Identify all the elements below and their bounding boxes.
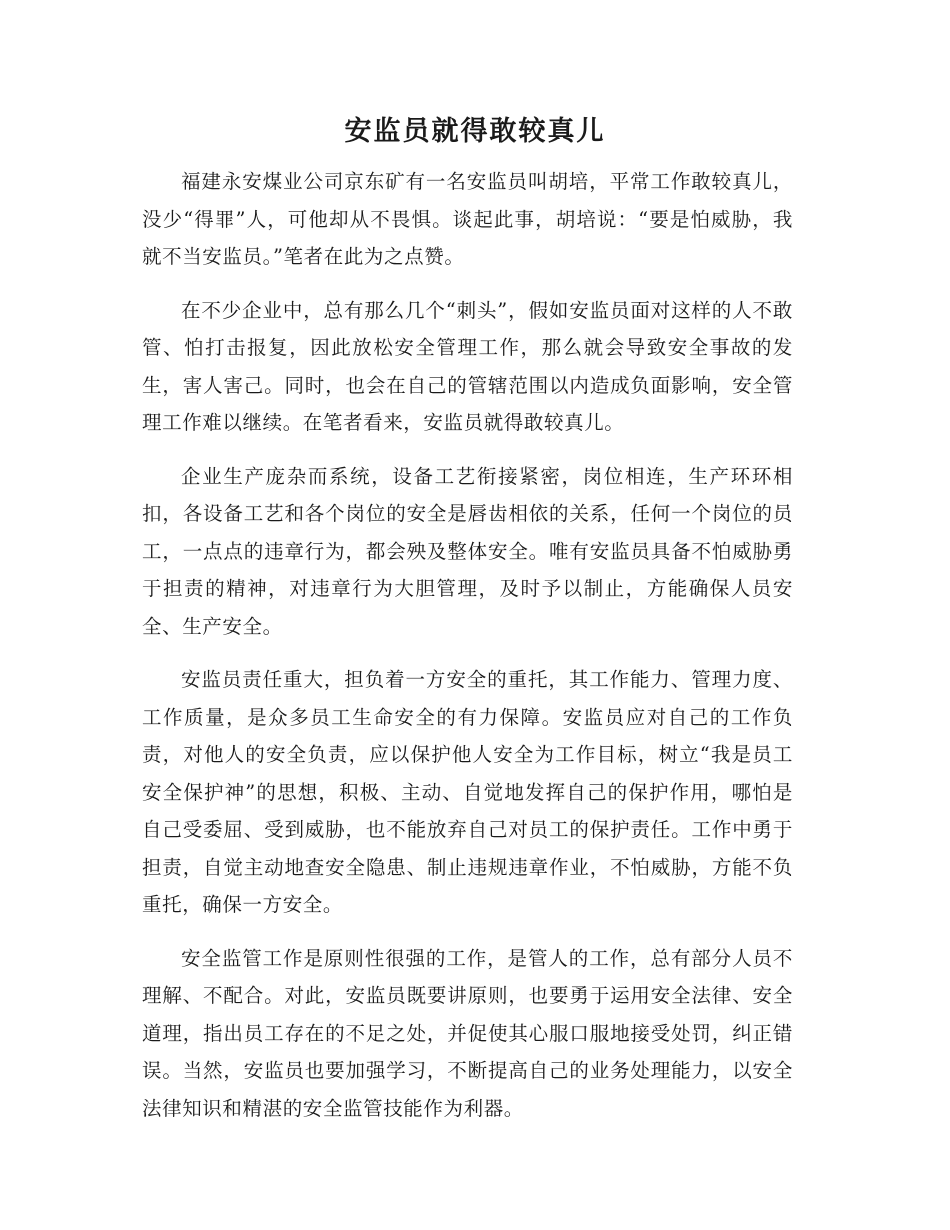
paragraph-4: 安监员责任重大，担负着一方安全的重托，其工作能力、管理力度、工作质量，是众多员工生命安全的有力保障。安监员应对自己的工作负责，对他人的安全负责，应以保护他人安全为工作目标，树立“我是员工安全保护神”的思想，积极、主动、自觉地发挥自己的保护作用，哪怕是自己受委屈、受到威胁，也不能放弃自己对员工的保护责任。工作中勇于担责，自觉主动地查安全隐患、制止违规违章作业，不怕威胁，方能不负重托，确保一方安全。 [142, 668, 793, 916]
document-body [142, 163, 793, 1143]
paragraph-1: 福建永安煤业公司京东矿有一名安监员叫胡培，平常工作敢较真儿，没少“得罪”人，可他却从不畏惧。谈起此事，胡培说：“要是怕威胁，我就不当安监员。”笔者在此为之点赞。 [142, 170, 793, 268]
document-title: 安监员就得敢较真儿 [344, 116, 606, 147]
paragraph-3: 企业生产庞杂而系统，设备工艺衔接紧密，岗位相连，生产环环相扣，各设备工艺和各个岗位的安全是唇齿相依的关系，任何一个岗位的员工，一点点的违章行为，都会殃及整体安全。唯有安监员具备不怕威胁勇于担责的精神，对违章行为大胆管理，及时予以制止，方能确保人员安全、生产安全。 [142, 464, 793, 638]
paragraph-2: 在不少企业中，总有那么几个“刺头”，假如安监员面对这样的人不敢管、怕打击报复，因此放松安全管理工作，那么就会导致安全事故的发生，害人害己。同时，也会在自己的管辖范围以内造成负面影响，安全管理工作难以继续。在笔者看来，安监员就得敢较真儿。 [142, 298, 793, 434]
paragraph-5: 安全监管工作是原则性很强的工作，是管人的工作，总有部分人员不理解、不配合。对此，安监员既要讲原则，也要勇于运用安全法律、安全道理，指出员工存在的不足之处，并促使其心服口服地接受处罚，纠正错误。当然，安监员也要加强学习，不断提高自己的业务处理能力，以安全法律知识和精湛的安全监管技能作为利器。 [142, 946, 793, 1120]
